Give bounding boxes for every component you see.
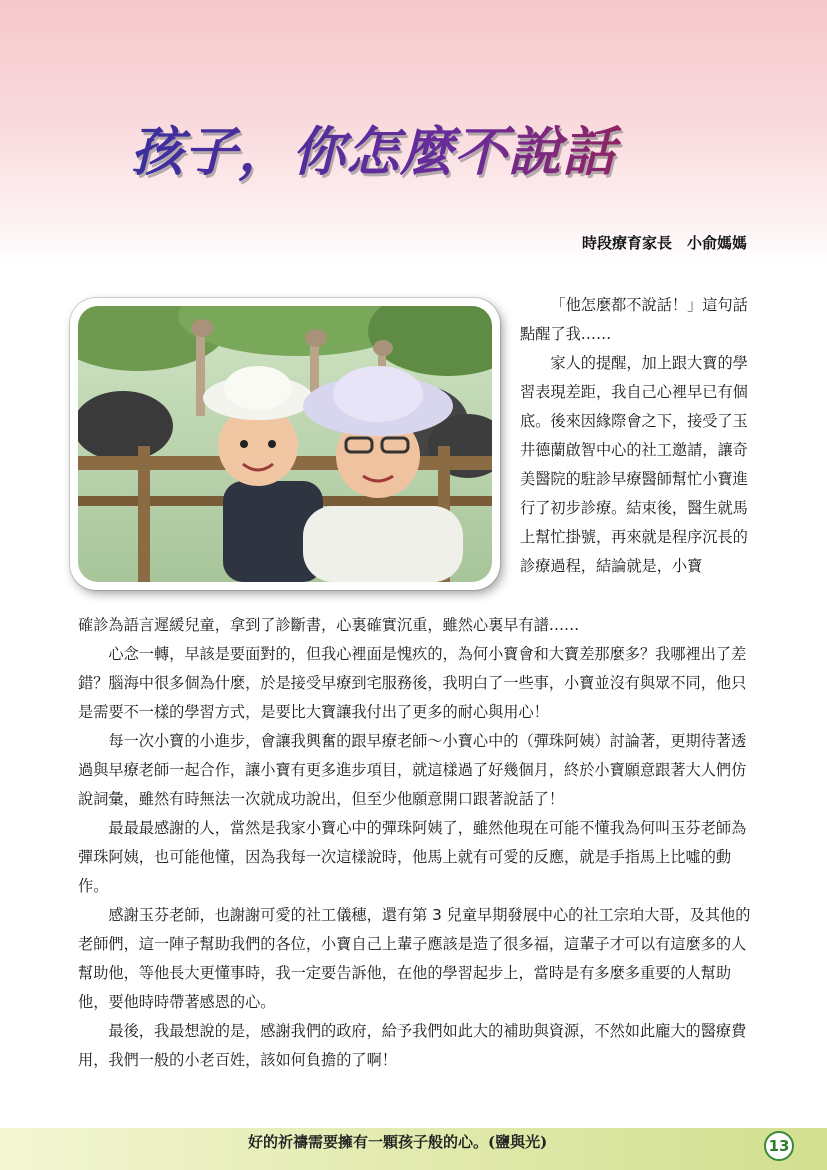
continuation-line: 確診為語言遲緩兒童，拿到了診斷書，心裏確實沉重，雖然心裏早有譜…… (78, 616, 580, 634)
photo-frame (70, 298, 500, 590)
side-column (520, 291, 752, 581)
paragraph-2: 每一次小寶的小進步，會讓我興奮的跟早療老師～小寶心中的（彈珠阿姨）討論著，更期待著透過與早療老師一起合作，讓小寶有更多進步項目，就這樣過了好幾個月，終於小寶願意跟著大人們仿說詞彙，雖然有時無法一次就成功說出，但至少他願意開口跟著說話了！ (78, 732, 747, 808)
paragraph-4: 感謝玉芬老師，也謝謝可愛的社工儀穗，還有第 3 兒童早期發展中心的社工宗珀大哥，及其他的老師們，這一陣子幫助我們的各位，小寶自己上輩子應該是造了很多福，這輩子才可以有這麼多的人幫助他，等他長大更懂事時，我一定要告訴他，在他的學習起步上，當時是有多麼多重要的人幫助他，要他時時帶著感恩的心。 (78, 906, 751, 1011)
footer-quote: 好的祈禱需要擁有一顆孩子般的心。(鹽與光) (248, 1133, 548, 1151)
page-number: 13 (764, 1131, 794, 1161)
photo-kid-and-mother (78, 306, 492, 582)
paragraph-5: 最後，我最想說的是，感謝我們的政府，給予我們如此大的補助與資源，不然如此龐大的醫療費用，我們一般的小老百姓，該如何負擔的了啊！ (78, 1022, 747, 1069)
side-paragraph-2: 家人的提醒，加上跟大寶的學習表現差距，我自己心裡早已有個底。後來因緣際會之下，接受了玉井德蘭啟智中心的社工邀請，讓奇美醫院的駐診早療醫師幫忙小寶進行了初步診療。結束後，醫生就馬上幫忙掛號，再來就是程序沉長的診療過程，結論就是，小寶 (520, 354, 748, 575)
article-title: 孩子，你怎麼不說話 (130, 110, 730, 186)
paragraph-1: 心念一轉，早該是要面對的，但我心裡面是愧疚的，為何小寶會和大寶差那麼多？我哪裡出了差錯？腦海中很多個為什麼，於是接受早療到宅服務後，我明白了一些事，小寶並沒有與眾不同，他只是需要不一樣的學習方式，是要比大寶讓我付出了更多的耐心與用心！ (78, 645, 747, 721)
author-byline: 時段療育家長 小俞媽媽 (581, 234, 747, 252)
side-paragraph-1: 「他怎麼都不說話！」這句話點醒了我…… (520, 296, 748, 343)
main-column (78, 611, 752, 1075)
paragraph-3: 最最最感謝的人，當然是我家小寶心中的彈珠阿姨了，雖然他現在可能不懂我為何叫玉芬老師為彈珠阿姨，也可能他懂，因為我每一次這樣說時，他馬上就有可愛的反應，就是手指馬上比噓的動作。 (78, 819, 747, 895)
